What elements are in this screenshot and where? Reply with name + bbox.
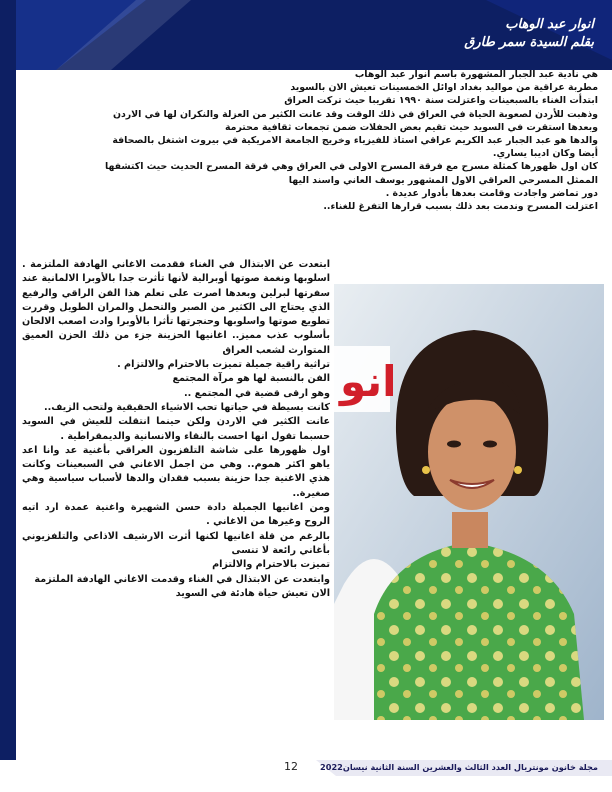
page-footer [0,757,612,792]
page-number: 12 [284,760,298,773]
intro-line: مطربة عراقية من مواليد بغداد اوائل الخمسينات تعيش الان بالسويد [290,82,598,94]
intro-line: الممثل المسرحي العراقي الاول المشهور يوسف العاني واسند اليها [288,174,598,186]
intro-line: أيضا وكان اديبا يساري. [492,148,598,160]
intro-line: كان اول ظهورها كمثلة مسرح مع فرقة المسرح الاولى في العراق وهي فرقة المسرح الحديث حيث اكتشفها [104,161,598,173]
intro-line: هي نادية عبد الجبار المشهورة باسم انوار عبد الوهاب [354,69,598,80]
magazine-info: مجلة خانون مونتريال العدد الثالث والعشرين السنة الثانية نيسان2022 [320,762,598,772]
left-border [0,0,16,760]
body-paragraph: ابتعدت عن الابتذال في الغناء فقدمت الاغاني الهادفة الملتزمة . اسلوبها ونغمة صوتها أوبرالية لأنها تأثرت جدا بالأوبرا الالمانية عند سفرتها لبرلين وبعدها اصرت على تعلم هذا الفن الراقي والرفيع الذي يحتاج الى الكثير من الصبر والتحمل والمران الطويل وقررت تطويع صوتها واسلوبها وحنجرتها تأثرا بالأوبرا وادت اصعب الالحان بأسلوب عذب مميز.. اغانيها الحزينة جزء من ذلك الحزن العميق المتوارث لشعب العراق [22,259,330,356]
body-paragraph: الان تعيش حياة هادئة في السويد [175,587,330,599]
body-paragraph: ومن اغانيها الجميلة دادة حسن الشهيرة واغنية عمدة ارد اتيه الروح وغيرها من الاغاني . [22,502,330,528]
body-paragraph: تميزت بالاحترام والالتزام [212,559,330,571]
portrait-illustration [334,284,604,720]
header-banner [16,0,612,70]
article-title: انوار عبد الوهاب [505,17,594,32]
body-paragraph: وهو ارقى قضية في المجتمع .. [183,387,330,399]
singer-photo [334,284,604,720]
intro-line: والدها هو عبد الجبار عبد الكريم عراقي استاذ للفيزياء وخريج الجامعة الامريكية في بيروت اشتغل بالصحافة [112,135,598,147]
intro-line: وذهبت للأردن لصعوبة الحياة في العراق في ذلك الوقت وقد عانت الكثير من العزلة والنكران لها في الاردن [112,108,598,120]
intro-line: اعتزلت المسرح وندمت بعد ذلك بسبب قرارها التفرغ للغناء.. [323,201,598,213]
intro-line: ابتدأت الغناء بالسبعينات واعتزلت سنة ١٩٩٠ تقريبا حيث تركت العراق [284,95,598,107]
intro-section [30,68,598,213]
body-paragraph: تراثية راقية جميلة تميزت بالاحترام والالتزام . [117,359,330,371]
intro-line: دور تماضر واجادت وقامت بعدها بأدوار عديدة . [385,187,598,199]
body-paragraph: كانت بسيطة في حياتها تحب الاشياء الحقيقية ولتحب الزيف.. [43,401,330,413]
body-paragraph: وابتعدت عن الابتذال في الغناء وقدمت الاغاني الهادفة الملتزمة [34,573,330,585]
article-byline: بقلم السيدة سمر طارق [464,35,594,50]
title-block [464,16,594,52]
overlay-letters: انو [340,357,397,406]
body-column [22,258,330,601]
intro-line: وبعدها استقرت في السويد حيث تقيم بعض الحفلات ضمن تجمعات ثقافية محترمة [224,121,598,133]
body-paragraph: عانت الكثير في الاردن ولكن حينما انتقلت للعيش في السويد حسبما تقول انها احست بالنقاء والانسانية والديمقراطية . [22,416,330,442]
body-paragraph: الفن بالنسبة لها هو مرآة المجتمع [172,373,330,385]
body-paragraph: اول ظهورها على شاشة التلفزيون العراقي بأغنية عد وانا اعد ياهو اكثر هموم.. وهي من اجمل الاغاني في السبعينات وكانت هذي الاغنية جدا حزينة بسبب فقدان والدها لأسباب سياسية وهي صغيرة.. [22,444,330,499]
body-paragraph: بالرغم من قلة اغانيها لكنها أثرت الارشيف الاذاعي والتلفزيوني بأغاني رائعة لا تنسى [22,530,330,556]
